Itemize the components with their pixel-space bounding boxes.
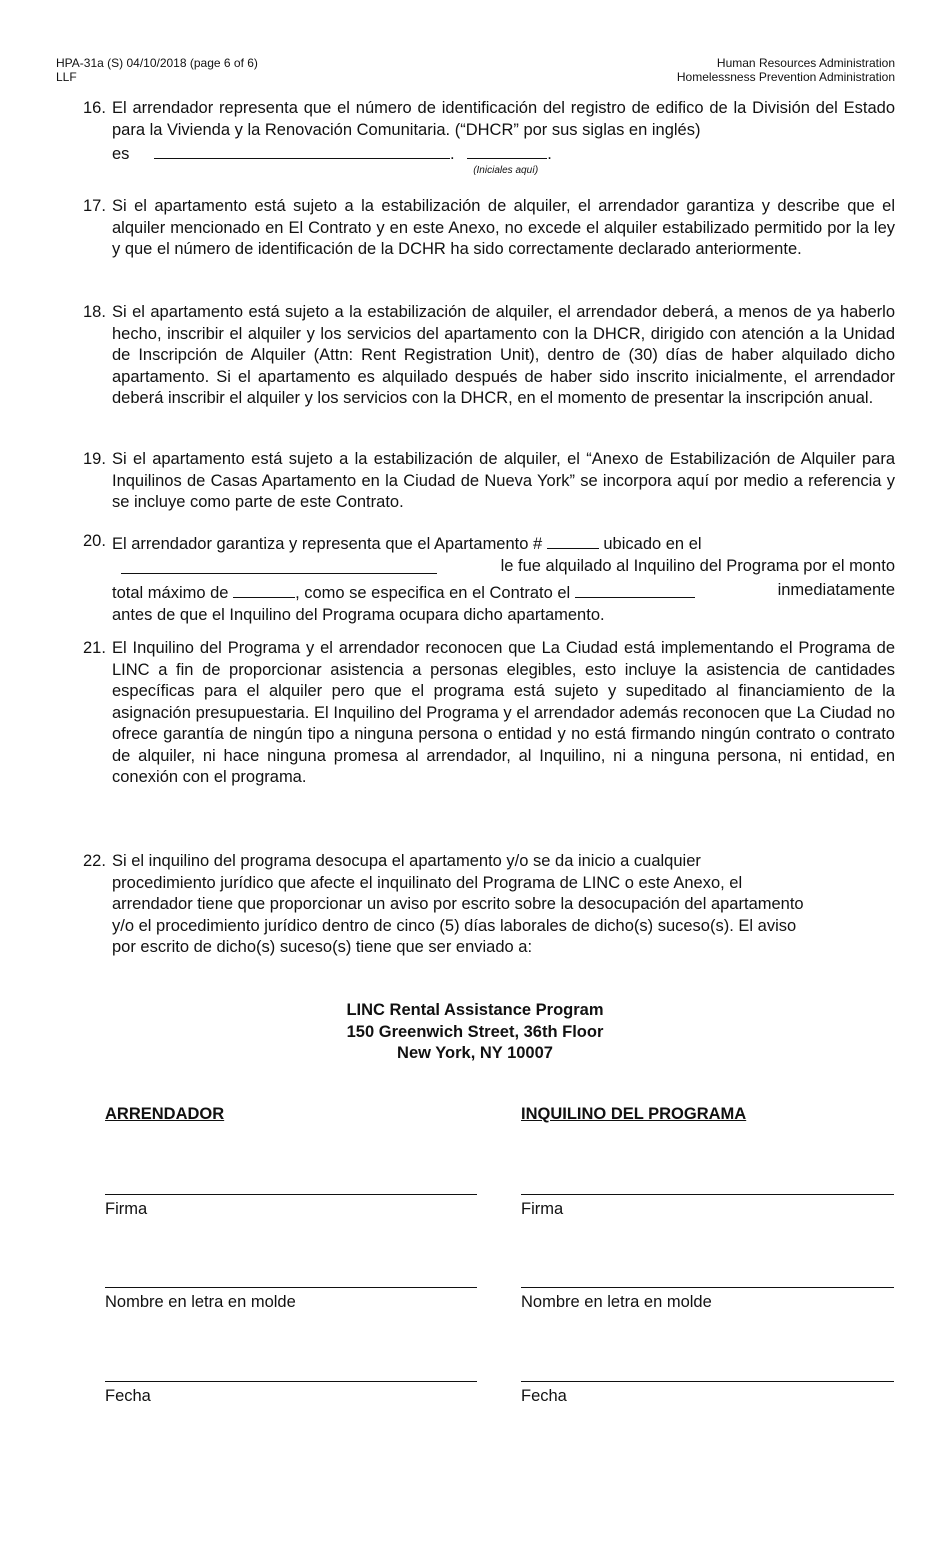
clause-19 (83, 449, 895, 514)
clause-text-part: inmediatamente (777, 581, 895, 599)
clause-text: El arrendador representa que el número de identificación del registro de edifico de la División del Estado para la Vivienda y la Renovación Comunitaria. (“DHCR” por sus siglas en inglés) (112, 99, 895, 139)
clause-text-part: , como se especifica en el Contrato el (295, 584, 571, 602)
clause-text: Si el apartamento está sujeto a la estabilización de alquiler, el arrendador deberá, a menos de ya haberlo hecho, inscribir el alquiler y los servicios del apartamento con la DHCR, dirigido con atención a la Unidad de Inscripción de Alquiler (Attn: Rent Registration Unit), dentro de (30) días de haber alquilado dicho apartamento. Si el apartamento es alquilado después de haber sido inscrito inicialmente, el arrendador deberá inscribir el alquiler y los servicios con la DHCR, en el momento de presentar la inscripción anual. (112, 303, 895, 407)
landlord-signature-label: Firma (105, 1200, 148, 1218)
clause-text-line: arrendador tiene que proporcionar un aviso por escrito sobre la desocupación del apartamento (112, 895, 804, 913)
landlord-name-line[interactable] (105, 1287, 477, 1288)
clause-text: Si el apartamento está sujeto a la estabilización de alquiler, el arrendador garantiza y describe que el alquiler mencionado en El Contrato y en este Anexo, no excede el alquiler estabilizado permitido por la ley y que el número de identificación de la DCHR ha sido correctamente declarado anteriormente. (112, 197, 895, 258)
clause-21 (83, 638, 895, 789)
clause-18 (83, 302, 895, 410)
maximum-amount-field[interactable] (233, 580, 295, 598)
form-id: HPA-31a (S) 04/10/2018 (page 6 of 6) (56, 56, 258, 70)
clause-text-line: Si el inquilino del programa desocupa el apartamento y/o se da inicio a cualquier (112, 852, 701, 870)
landlord-name-label: Nombre en letra en molde (105, 1293, 296, 1311)
clause-number: 17. (83, 197, 106, 215)
landlord-signature-line[interactable] (105, 1194, 477, 1195)
address-line-1: LINC Rental Assistance Program (346, 1001, 604, 1019)
clause-22 (83, 851, 895, 959)
form-header-right (677, 56, 895, 84)
clause-20 (83, 531, 895, 626)
clause-number: 20. (83, 532, 106, 550)
tenant-signature-label: Firma (521, 1200, 564, 1218)
address-line-3: New York, NY 10007 (397, 1044, 553, 1062)
clause-es-label: es (112, 145, 130, 163)
clause-text-part: total máximo de (112, 584, 229, 602)
clause-text-line: y/o el procedimiento jurídico dentro de cinco (5) días laborales de dicho(s) suceso(s). El aviso (112, 916, 797, 935)
tenant-date-label: Fecha (521, 1387, 567, 1405)
apartment-number-field[interactable] (547, 531, 599, 549)
clause-17 (83, 196, 895, 261)
clause-text-part: antes de que el Inquilino del Programa ocupara dicho apartamento. (112, 605, 605, 624)
agency-name: Human Resources Administration (716, 56, 895, 70)
clause-text-line: por escrito de dicho(s) suceso(s) tiene que ser enviado a: (112, 938, 533, 956)
address-field[interactable] (121, 556, 437, 574)
address-line-2: 150 Greenwich Street, 36th Floor (346, 1022, 604, 1041)
clause-text-part: ubicado en el (603, 535, 702, 553)
tenant-signature-line[interactable] (521, 1194, 894, 1195)
clause-text-part: El arrendador garantiza y representa que el Apartamento # (112, 535, 543, 553)
clause-text: Si el apartamento está sujeto a la estabilización de alquiler, el “Anexo de Estabilización de Alquiler para Inquilinos de Casas Apartamento en la Ciudad de Nueva York” se incorpora aquí por medio a referencia y se incluye como parte de este Contrato. (112, 450, 895, 511)
landlord-heading: ARRENDADOR (105, 1105, 225, 1123)
tenant-name-line[interactable] (521, 1287, 894, 1288)
clause-text-part: le fue alquilado al Inquilino del Programa por el monto (500, 556, 895, 575)
initials-field[interactable] (467, 141, 547, 159)
dhcr-id-field[interactable] (154, 141, 450, 159)
clause-text: El Inquilino del Programa y el arrendador reconocen que La Ciudad está implementando el Programa de LINC a fin de proporcionar asistencia a personas elegibles, esto incluye la asistencia de cantidades específicas para el alquiler pero que el programa está sujeto y supeditado al financiamiento de la asignación presupuestaria. El Inquilino del Programa y el arrendador además reconocen que La Ciudad no ofrece garantía de ningún tipo a ninguna persona o entidad y no está firmando ningún contrato o contrato de alquiler, ni hace ninguna promesa al arrendador, al Inquilino, ni a ninguna persona, ni entidad, en conexión con el programa. (112, 639, 895, 786)
tenant-name-label: Nombre en letra en molde (521, 1293, 712, 1311)
clause-text-line: procedimiento jurídico que afecte el inquilinato del Programa de LINC o este Anexo, el (112, 873, 743, 892)
initials-caption: (Iniciales aquí) (473, 165, 539, 176)
mailing-address (0, 1000, 950, 1065)
clause-number: 16. (83, 99, 106, 117)
clause-number: 21. (83, 639, 106, 657)
contract-date-field[interactable] (575, 580, 695, 598)
clause-16: 16. El arrendador representa que el número de identificación del registro de edifico de la División del Estado para la Vivienda y la Renovación Comunitaria. (“DHCR” por sus siglas en inglés) es . . (Iniciales aquí) (83, 98, 895, 166)
clause-number: 22. (83, 852, 106, 870)
division-name: Homelessness Prevention Administration (676, 70, 895, 84)
landlord-date-line[interactable] (105, 1381, 477, 1382)
form-header-left (56, 56, 258, 84)
tenant-date-line[interactable] (521, 1381, 894, 1382)
form-code: LLF (56, 70, 77, 84)
tenant-heading: INQUILINO DEL PROGRAMA (521, 1105, 747, 1123)
clause-number: 18. (83, 303, 106, 321)
clause-number: 19. (83, 450, 106, 468)
landlord-date-label: Fecha (105, 1387, 151, 1405)
